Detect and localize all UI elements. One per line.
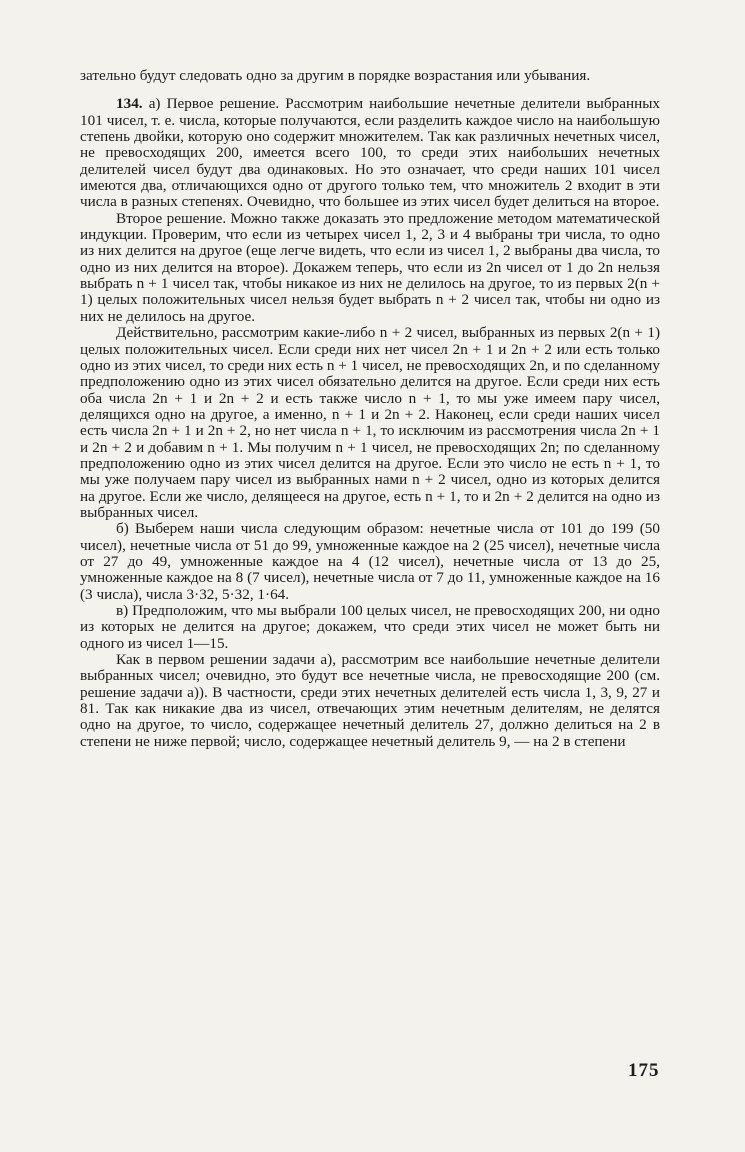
second-solution-paragraph: Второе решение. Можно также доказать это предложение методом математической индукции. Проверим, что если из четырех чисел 1, 2, 3 и 4 выбраны три числа, то одно из них делится на другое (еще легче видеть, что если из чисел 1, 2 выбраны два числа, то одно из них делится на второе). Докажем теперь, что если из 2n чисел от 1 до 2n нельзя выбрать n + 1 чисел так, чтобы никакое из них не делилось на другое, то из первых 2(n + 1) целых положительных чисел нельзя будет выбрать n + 2 чисел так, чтобы ни одно из них не делилось на другое. — [80, 209, 660, 325]
part-c-continuation-paragraph: Как в первом решении задачи а), рассмотрим все наибольшие нечетные делители выбранных чисел; очевидно, это будут все нечетные числа, не превосходящие 200 (см. решение задачи а)). В частности, среди этих нечетных делителей есть числа 1, 3, 9, 27 и 81. Так как никакие два из чисел, отвечающих этим нечетным делителям, не делятся одно на другое, то число, содержащее нечетный делитель 27, должно делиться на 2 в степени не ниже первой; число, содержащее нечетный делитель 9, — на 2 в степени — [80, 651, 660, 750]
page-number: 175 — [628, 1060, 660, 1081]
page-body — [80, 68, 660, 750]
part-b-paragraph: б) Выберем наши числа следующим образом: нечетные числа от 101 до 199 (50 чисел), нечетные числа от 51 до 99, умноженные каждое на 2 (25 чисел), нечетные числа от 27 до 49, умноженные каждое на 4 (12 чисел), нечетные числа от 13 до 25, умноженные каждое на 8 (7 чисел), нечетные числа от 7 до 11, умноженные каждое на 16 (3 числа), числа 3·32, 5·32, 1·64. — [80, 520, 660, 603]
paragraph-continuation: зательно будут следовать одно за другим в порядке возрастания или убывания. — [80, 67, 591, 84]
part-c-paragraph: в) Предположим, что мы выбрали 100 целых чисел, не превосходящих 200, ни одно из которых не делится на другое; докажем, что среди этих чисел не может быть ни одного из чисел 1—15. — [80, 602, 660, 652]
problem-number: 134. — [116, 95, 143, 113]
problem-134-paragraph — [80, 96, 660, 210]
induction-step-paragraph: Действительно, рассмотрим какие-либо n + 2 чисел, выбранных из первых 2(n + 1) целых положительных чисел. Если среди них нет чисел 2n + 1 и 2n + 2 или есть только одно из этих чисел, то среди них есть n + 1 чисел, не превосходящих 2n, и по сделанному предположению одно из этих чисел обязательно делится на другое. Если среди них есть оба числа 2n + 1 и 2n + 2 и есть также число n + 1, то мы уже имеем пару чисел, делящихся одно на другое, а именно, n + 1 и 2n + 2. Наконец, если среди наших чисел есть числа 2n + 1 и 2n + 2, но нет числа n + 1, то исключим из рассмотрения числа 2n + 1 и 2n + 2 и добавим n + 1. Мы получим n + 1 чисел, не превосходящих 2n; по сделанному предположению одно из этих чисел делится на другое. Если это число не есть n + 1, то мы уже получаем пару чисел из выбранных нами n + 2 чисел, одно из которых делится на другое. Если же число, делящееся на другое, есть n + 1, то и 2n + 2 делится на одно из выбранных чисел. — [80, 324, 660, 521]
problem-134-text: а) Первое решение. Рассмотрим наибольшие нечетные делители выбранных 101 чисел, т. е. числа, которые получаются, если разделить каждое число на наибольшую степень двойки, которую оно содержит множителем. Так как различных нечетных чисел, не превосходящих 200, имеется всего 100, то среди этих наибольших нечетных делителей чисел будут два одинаковых. Но это означает, что среди наших 101 чисел имеются два, отличающихся одно от другого только тем, что множитель 2 входит в эти числа в разных степенях. Очевидно, что большее из этих чисел будет делиться на второе. — [80, 95, 660, 211]
